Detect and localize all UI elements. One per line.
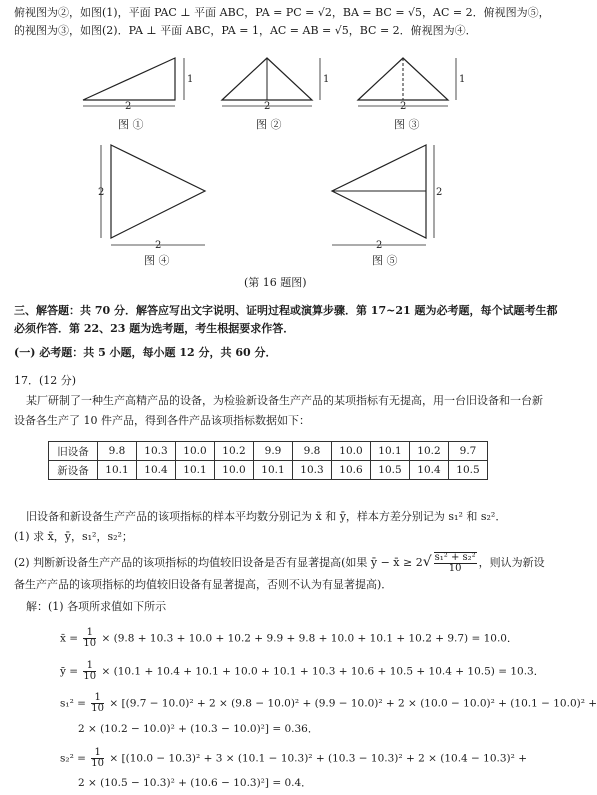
problem17-number: 17．(12 分) [14,374,77,387]
old-label-cell: 旧设备 [49,442,98,461]
new-cell-8: 10.5 [371,461,410,480]
ybar-frac: $\frac{1}{10}$ [83,660,97,682]
new-cell-6: 10.3 [293,461,332,480]
new-cell-1: 10.1 [98,461,137,480]
table-row-old [49,442,488,461]
ybar-lhs: ȳ = [60,665,79,678]
s1-lhs: s₁² = [60,697,86,710]
fig3-caption: 图 ③ [394,118,420,131]
sqrt-sign: √ [422,554,432,570]
fig5-height-label: 2 [436,187,443,198]
q2-frac-den: 10 [448,563,462,574]
figures-group-caption: (第 16 题图) [244,276,307,289]
fig2-height-label: 1 [323,74,330,85]
old-cell-8: 10.1 [371,442,410,461]
intro-line-1: 俯视图为②，如图(1)，平面 PAC ⊥ 平面 ABC，PA = PC = √2，BA = BC = √5，AC = 2．俯视图为⑤， [14,6,550,19]
xbar-frac: $\frac{1}{10}$ [83,627,97,649]
fig5-base-label: 2 [376,240,383,251]
xbar-lhs: x̄ = [60,632,79,645]
s2-lhs: s₂² = [60,752,86,765]
old-cell-2: 10.3 [137,442,176,461]
figure-2 [220,52,330,122]
figure-3 [356,52,466,122]
s1-rhs-1: × [(9.7 − 10.0)² + 2 × (9.8 − 10.0)² + (9.9 − 10.0)² + 2 × (10.0 − 10.0)² + (10.1 − 10.0)² + [109,697,597,710]
fig3-base-label: 2 [400,101,407,112]
old-cell-9: 10.2 [410,442,449,461]
problem17-stem-2: 设备各生产了 10 件产品，得到各件产品该项指标数据如下： [14,414,310,427]
new-cell-9: 10.4 [410,461,449,480]
old-cell-4: 10.2 [215,442,254,461]
old-cell-3: 10.0 [176,442,215,461]
question-2-text-b: ，则认为新设 [478,556,545,569]
question-2-text-a: (2) 判断新设备生产产品的该项指标的均值较旧设备是否有显著提高(如果 ȳ − x̄ ≥ 2 [14,556,423,569]
fig3-height-label: 1 [459,74,466,85]
intro-line-2: 的视图为③，如图(2)．PA ⊥ 平面 ABC，PA = 1，AC = AB = √5，BC = 2．俯视图为④． [14,24,477,37]
old-cell-6: 9.8 [293,442,332,461]
s2-equation-line-2: 2 × (10.5 − 10.3)² + (10.6 − 10.3)²] = 0.4． [78,777,312,789]
new-cell-2: 10.4 [137,461,176,480]
figure-4 [95,143,225,253]
new-cell-7: 10.6 [332,461,371,480]
fig2-caption: 图 ② [256,118,282,131]
fig1-height-label: 1 [187,74,194,85]
fig4-height-label: 2 [98,187,105,198]
ybar-equation [60,661,544,682]
fig1-caption: 图 ① [118,118,144,131]
section3-line-1: 三、解答题：共 70 分．解答应写出文字说明、证明过程或演算步骤．第 17~21 题为必考题，每个试题考生都 [14,304,558,317]
new-cell-3: 10.1 [176,461,215,480]
old-cell-1: 9.8 [98,442,137,461]
s2-frac: $\frac{1}{10}$ [91,747,105,769]
old-cell-5: 9.9 [254,442,293,461]
question-1: (1) 求 x̄，ȳ，s₁²，s₂²； [14,530,133,543]
xbar-rhs: × (9.8 + 10.3 + 10.0 + 10.2 + 9.9 + 9.8 + 10.0 + 10.1 + 10.2 + 9.7) = 10.0． [101,632,518,645]
fig1-base-label: 2 [125,101,132,112]
equipment-data-table [48,441,488,480]
question-2-line-2: 备生产产品的该项指标的均值较旧设备有显著提高，否则不认为有显著提高)． [14,578,393,591]
new-cell-5: 10.1 [254,461,293,480]
old-cell-10: 9.7 [449,442,488,461]
after-table-line: 旧设备和新设备生产产品的该项指标的样本平均数分别记为 x̄ 和 ȳ，样本方差分别记为 s₁² 和 s₂²． [26,510,507,523]
fig5-caption: 图 ⑤ [372,254,398,267]
fig4-caption: 图 ④ [144,254,170,267]
s1-frac: $\frac{1}{10}$ [91,692,105,714]
new-cell-4: 10.0 [215,461,254,480]
q2-frac-num: s₁² + s₂² [434,552,476,563]
figure-1 [80,52,200,122]
s2-rhs-1: × [(10.0 − 10.3)² + 3 × (10.1 − 10.3)² + (10.3 − 10.3)² + 2 × (10.4 − 10.3)² + [109,752,528,765]
fig4-triangle [111,145,205,238]
question-2-fraction [434,552,477,574]
table-row-new [49,461,488,480]
s2-equation-line-1 [60,748,527,769]
section3-line-2: 必须作答．第 22、23 题为选考题，考生根据要求作答． [14,322,295,335]
s1-equation-line-2: 2 × (10.2 − 10.0)² + (10.3 − 10.0)²] = 0.36． [78,723,319,735]
s1-equation-line-1 [60,693,597,714]
fig2-base-label: 2 [264,101,271,112]
old-cell-7: 10.0 [332,442,371,461]
xbar-equation [60,628,518,649]
fig4-base-label: 2 [155,240,162,251]
problem17-stem-1: 某厂研制了一种生产高精产品的设备，为检验新设备生产产品的某项指标有无提高，用一台旧设备和一台新 [26,394,543,407]
solution-intro: 解：(1) 各项所求值如下所示 [26,600,167,613]
fig1-triangle [83,58,175,100]
question-2-line-1 [14,552,545,574]
ybar-rhs: × (10.1 + 10.4 + 10.1 + 10.0 + 10.1 + 10.3 + 10.6 + 10.5 + 10.4 + 10.5) = 10.3． [101,665,545,678]
section3-required: (一) 必考题：共 5 小题，每小题 12 分，共 60 分． [14,346,277,359]
figure-5 [330,143,460,253]
new-cell-10: 10.5 [449,461,488,480]
new-label-cell: 新设备 [49,461,98,480]
